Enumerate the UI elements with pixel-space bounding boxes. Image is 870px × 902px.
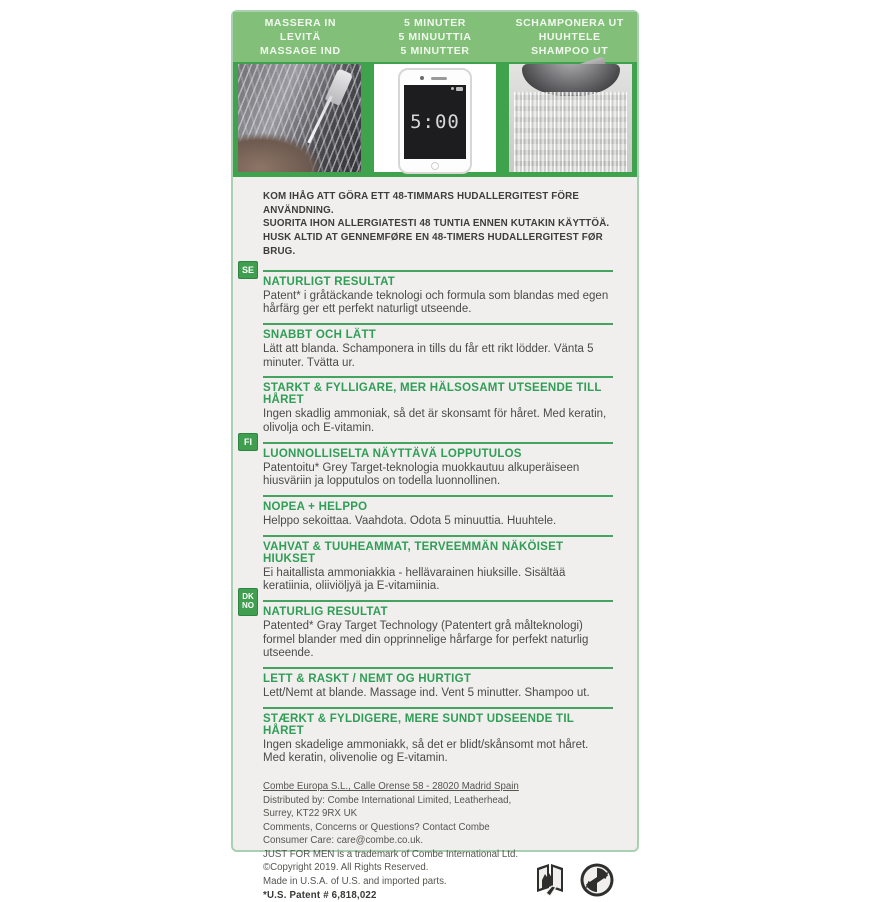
footer-consumer-care: Comments, Concerns or Questions? Contact Combe Consumer Care: care@combe.co.uk.	[263, 821, 490, 847]
footer-made-in: Made in U.S.A. of U.S. and imported parts.	[263, 875, 447, 887]
signal-dot-icon	[451, 87, 454, 90]
section-title: STARKT & FYLLIGARE, MER HÄLSOSAMT UTSEENDE TILL HÅRET	[263, 382, 602, 407]
product-back-panel	[231, 10, 639, 901]
phone-status-icons	[451, 87, 463, 91]
section-title: NATURLIGT RESULTAT	[263, 275, 396, 288]
section-title: STÆRKT & FYLDIGERE, MERE SUNDT UDSEENDE TIL HÅRET	[263, 712, 574, 737]
warning-line-se: KOM IHÅG ATT GÖRA ETT 48-TIMMARS HUDALLERGITEST FÖRE ANVÄNDNING.	[263, 191, 580, 216]
badge-line-dk: DK	[242, 592, 254, 602]
banner-line: SHAMPOO UT	[531, 45, 609, 58]
badge-line-no: NO	[242, 601, 254, 611]
phone-screen	[404, 85, 466, 159]
banner-line: 5 MINUUTTIA	[398, 30, 472, 43]
banner-line: LEVITÄ	[279, 30, 321, 43]
shower-photo	[509, 64, 632, 172]
warning-line-dk: HUSK ALTID AT GENNEMFØRE EN 48-TIMERS HUDALLERGITEST FØR BRUG.	[263, 232, 603, 257]
footer-distributor: Distributed by: Combe International Limited, Leatherhead, Surrey, KT22 9RX UK	[263, 794, 512, 820]
footer-copyright: ©Copyright 2019. All Rights Reserved.	[263, 862, 429, 874]
section-title: NATURLIG RESULTAT	[263, 605, 388, 618]
section-body: Lett/Nemt at blande. Massage ind. Vent 5 minutter. Shampoo ut.	[263, 686, 590, 699]
phone-camera-dot-icon	[420, 76, 424, 80]
section-title: NOPEA + HELPPO	[263, 500, 368, 513]
green-dot-recycling-icon	[579, 862, 615, 898]
section-se-natural-result	[241, 264, 613, 323]
footer-address: Combe Europa S.L., Calle Orense 58 - 28020 Madrid Spain	[263, 780, 519, 792]
allergy-warning	[263, 190, 613, 259]
section-dkno-natural-result	[242, 592, 613, 667]
banner-step-rinse	[502, 16, 637, 59]
hair-massage-photo	[238, 64, 361, 172]
battery-icon	[456, 87, 463, 91]
water-streams-icon	[514, 92, 627, 172]
section-title: LUONNOLLISELTA NÄYTTÄVÄ LOPPUTULOS	[263, 447, 522, 460]
section-se-quick-easy	[263, 323, 613, 376]
section-title: VAHVAT & TUUHEAMMAT, TERVEEMMÄN NÄKÖISET HIUKSET	[263, 540, 564, 565]
timer-phone-photo	[374, 64, 497, 172]
section-fi-natural-result	[244, 436, 613, 495]
section-body: Patent* i gråtäckande teknologi och formula som blandas med egen hårfärg ger ett perfekt naturligt utseende.	[263, 289, 609, 316]
banner-line: 5 MINUTTER	[400, 45, 470, 58]
footer-patent: *U.S. Patent # 6,818,022	[263, 889, 377, 901]
section-body: Ingen skadlig ammoniak, så det är skonsamt för håret. Med keratin, olivolja och E-vitamin.	[263, 408, 607, 434]
legal-footer	[263, 780, 613, 902]
banner-line: HUUHTELE	[538, 30, 601, 43]
refer-to-leaflet-icon	[530, 862, 570, 898]
section-se-stronger-fuller	[263, 376, 613, 441]
banner-line: MASSERA IN	[264, 16, 337, 29]
section-fi-stronger-fuller	[263, 535, 613, 600]
section-dkno-stronger-fuller	[263, 707, 613, 772]
banner-line: SCHAMPONERA UT	[515, 16, 624, 29]
section-body: Ei haitallista ammoniakkia - hellävarainen hiuksille. Sisältää keratiinia, oliiviöljyä ja E-vitamiinia.	[263, 566, 566, 593]
section-body: Ingen skadelige ammoniakk, så det er blidt/skånsomt mot håret. Med keratin, olivenolie og E-vitamin.	[263, 738, 589, 765]
certification-icons	[530, 862, 615, 898]
section-body: Helppo sekoittaa. Vaahdota. Odota 5 minuuttia. Huuhtele.	[263, 514, 557, 527]
banner-line: MASSAGE IND	[259, 45, 341, 58]
instruction-photo-band	[233, 62, 637, 177]
lang-badge-dk-no	[238, 588, 258, 616]
lang-badge-fi: FI	[238, 433, 258, 451]
banner-step-wait	[368, 16, 503, 59]
section-dkno-quick-easy	[263, 667, 613, 707]
instruction-banner	[233, 12, 637, 62]
section-title: SNABBT OCH LÄTT	[263, 328, 376, 341]
phone-speaker-icon	[431, 77, 447, 80]
footer-trademark: JUST FOR MEN is a trademark of Combe International Ltd.	[263, 848, 519, 860]
timer-display: 5:00	[410, 111, 460, 133]
section-body: Lätt att blanda. Schamponera in tills du får ett rikt lödder. Vänta 5 minuter. Tvätta ur.	[263, 342, 594, 369]
section-body: Patented* Gray Target Technology (Patentert grå målteknologi) formel blander med din opprinnelige hårfarge for perfekt naturlig utseende.	[263, 619, 589, 660]
phone-home-button-icon	[431, 162, 439, 170]
section-title: LETT & RASKT / NEMT OG HURTIGT	[263, 672, 472, 685]
section-fi-quick-easy	[263, 495, 613, 535]
applicator-tip-icon	[308, 95, 333, 143]
banner-line: 5 MINUTER	[404, 16, 466, 29]
lang-badge-se: SE	[238, 261, 258, 279]
warning-line-fi: SUORITA IHON ALLERGIATESTI 48 TUNTIA ENNEN KUTAKIN KÄYTTÖÄ.	[263, 218, 610, 230]
instructions-content	[233, 177, 637, 902]
banner-step-massage	[233, 16, 368, 59]
section-body: Patentoitu* Grey Target-teknologia muokkautuu alkuperäiseen hiusväriin ja lopputulos on todella luonnollinen.	[263, 461, 580, 488]
phone-icon	[398, 68, 472, 174]
